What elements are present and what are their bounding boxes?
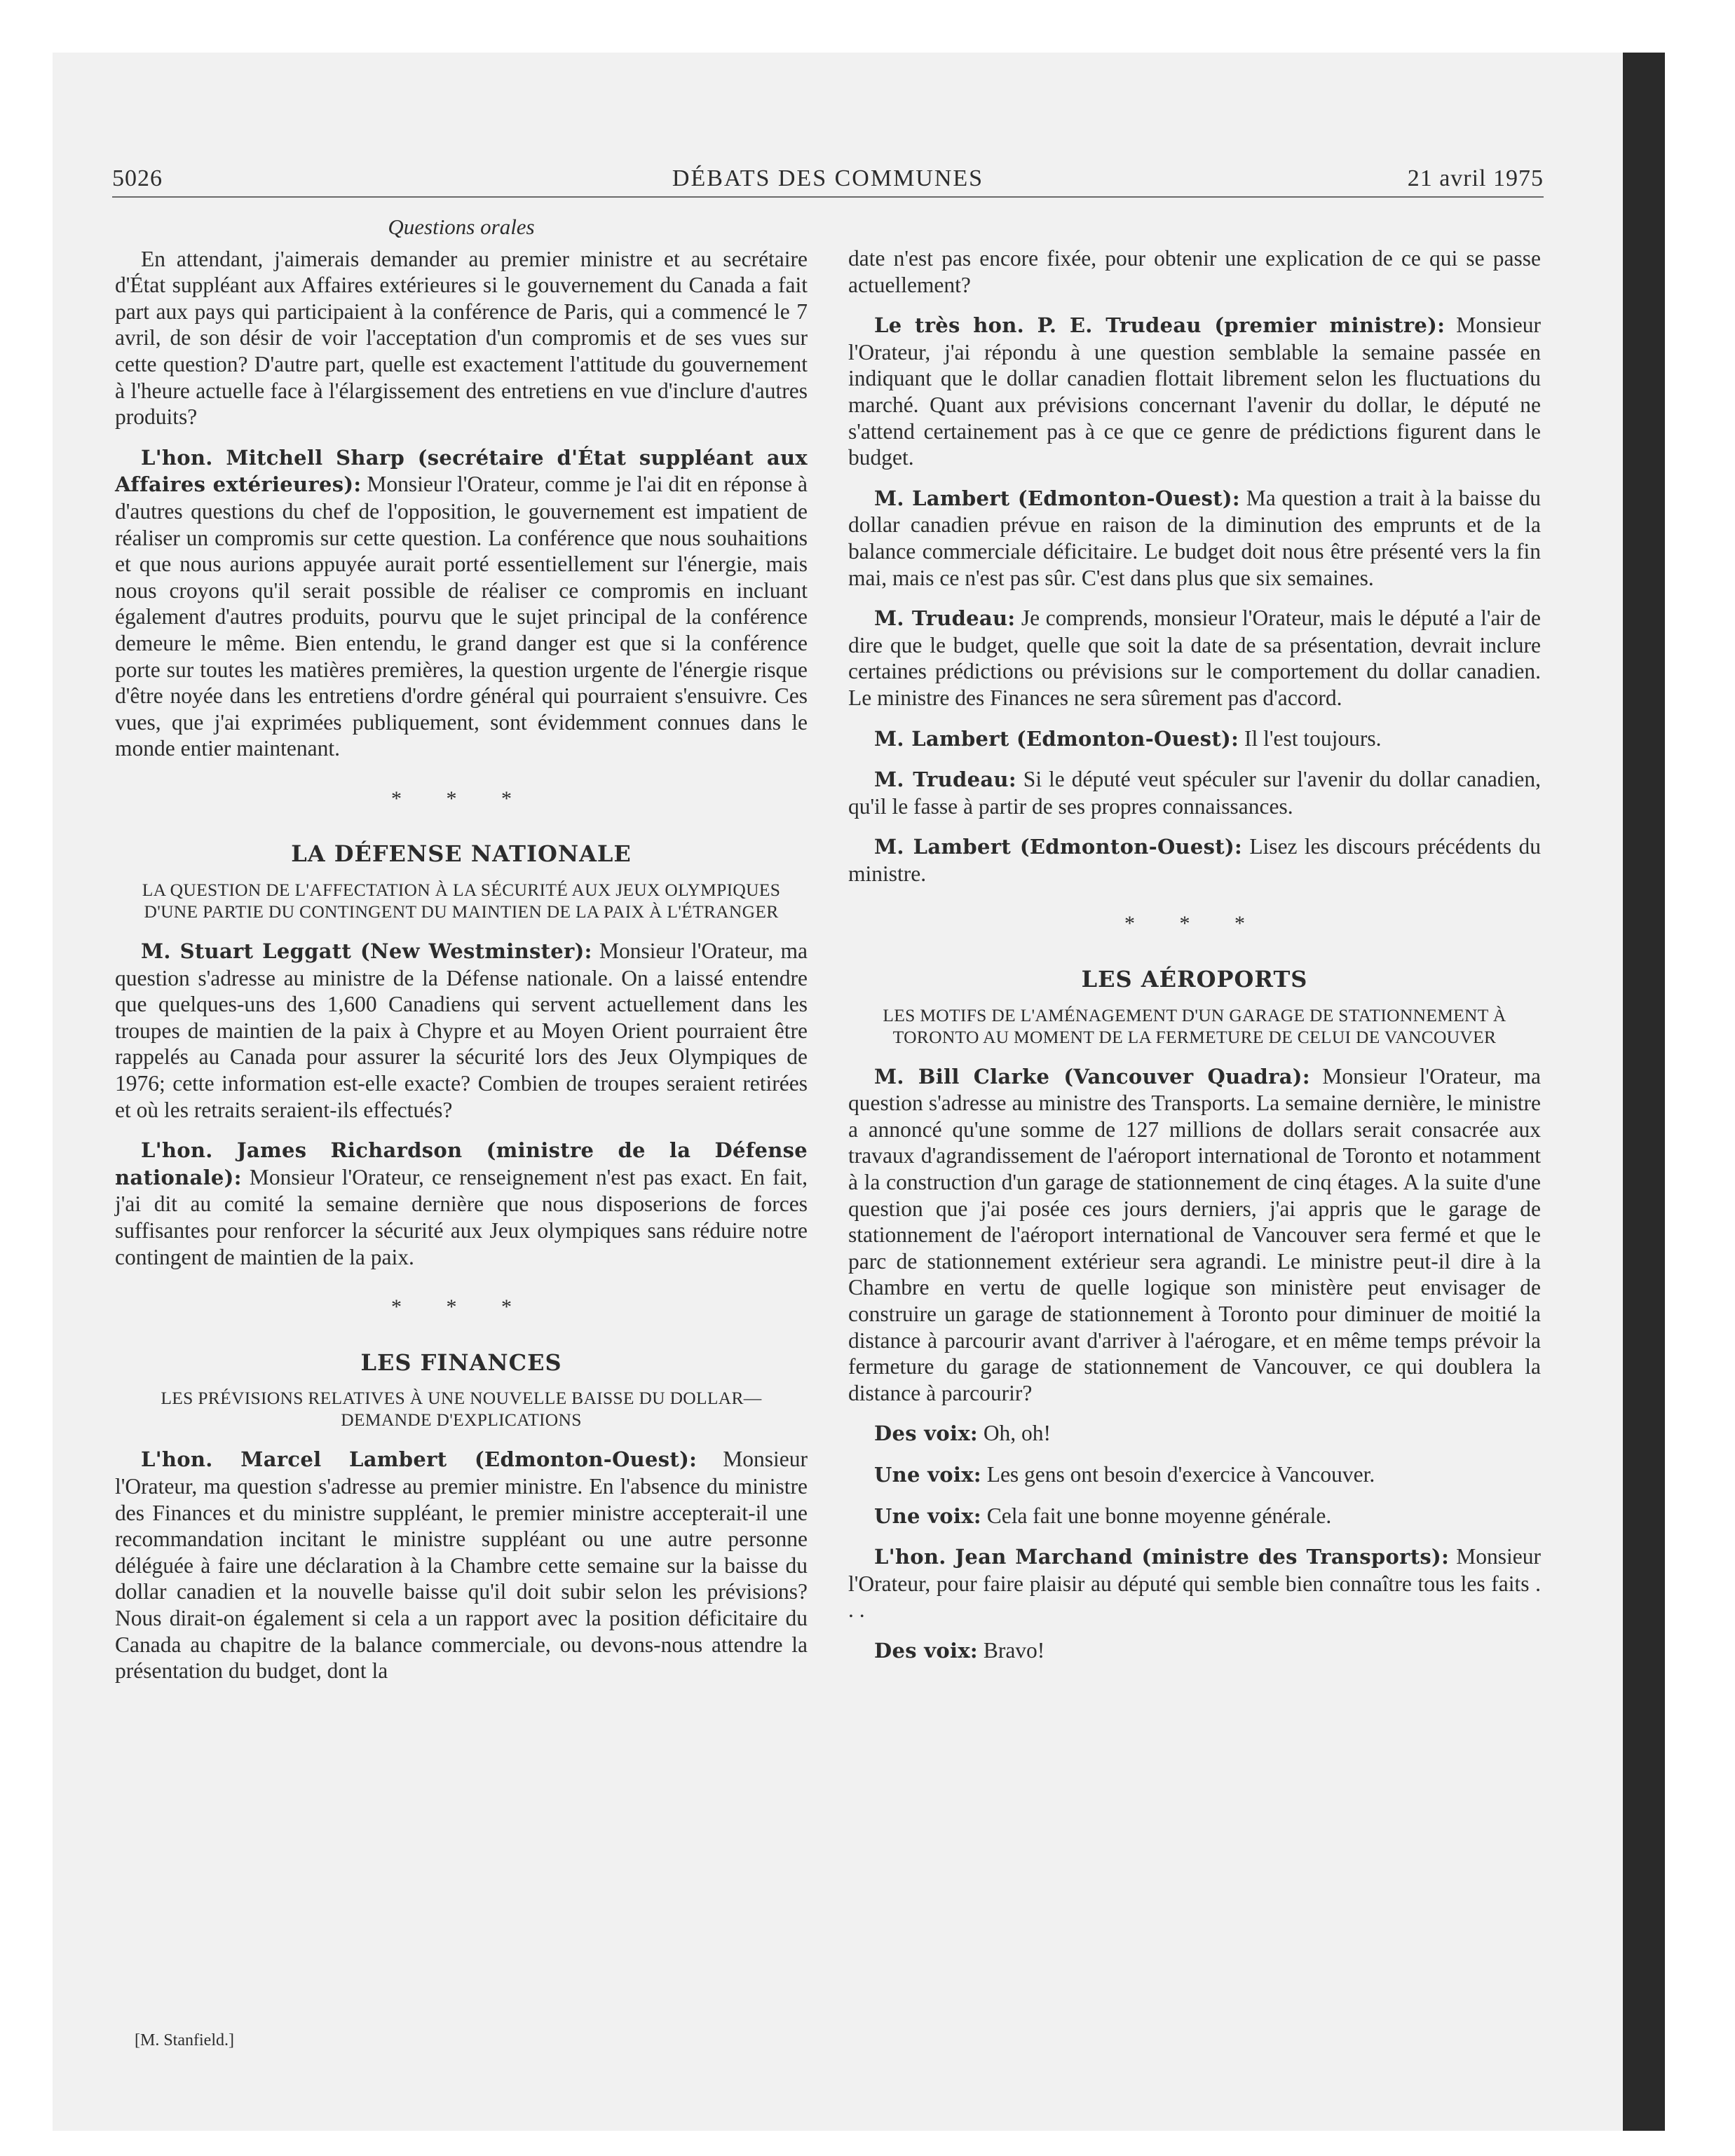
speaker-name: M. Lambert (Edmonton-Ouest): — [874, 726, 1239, 751]
paragraph — [848, 766, 1541, 819]
publication-title: DÉBATS DES COMMUNES — [672, 165, 984, 191]
paragraph — [115, 1137, 808, 1270]
speaker-name: M. Lambert (Edmonton-Ouest): — [874, 486, 1240, 510]
paragraph — [848, 1543, 1541, 1623]
paragraph — [848, 833, 1541, 887]
paragraph — [848, 312, 1541, 471]
running-head: Questions orales — [388, 214, 535, 239]
paragraph — [848, 1461, 1541, 1489]
speech-text: Monsieur l'Orateur, j'ai répondu à une question semblable la semaine passée en indiquant que le dollar canadien flottait librement selon les fluctuations du marché. Quant aux prévisions concernant l'avenir du dollar, le député ne s'attend certainement pas à ce que ce genre de prédictions figurent dans le budget. — [848, 313, 1542, 470]
speaker-name: M. Trudeau: — [874, 767, 1016, 792]
speaker-name: L'hon. Mitchell Sharp (secrétaire d'État suppléant aux Affaires extérieures): — [115, 445, 808, 497]
speech-text: Monsieur l'Orateur, ma question s'adresse au premier ministre. En l'absence du ministre des Finances et du ministre suppléant, le premier ministre accepterait-il une recommandation incitant le ministre suppléant ou une autre personne déléguée à faire une déclaration à la Chambre cette semaine sur la baisse du dollar canadien et la nouvelle baisse qu'il doit subir selon les prévisions? Nous dirait-on également si cela a un rapport avec la position déficitaire du Canada au chapitre de la balance commerciale, ou devons-nous attendre la présentation du budget, dont la — [115, 1447, 808, 1684]
paragraph — [848, 485, 1541, 591]
paragraph — [848, 725, 1541, 753]
page-header — [112, 160, 1544, 198]
section-subtitle: LES MOTIFS DE L'AMÉNAGEMENT D'UN GARAGE DE STATIONNEMENT À TORONTO AU MOMENT DE LA FERMETURE DE CELUI DE VANCOUVER — [883, 1004, 1506, 1047]
paragraph — [848, 1420, 1541, 1447]
scan-edge-shadow — [1623, 53, 1665, 2131]
speech-text: Monsieur l'Orateur, ma question s'adresse au ministre des Transports. La semaine dernière, le ministre a annoncé qu'une somme de 127 millions de dollars serait consacrée aux travaux d'agrandissement de l'aéroport international de Toronto et notamment à la construction d'un garage de stationnement de cinq étages. A la suite d'une question que j'ai posée ces jours derniers, j'ai appris que le garage de stationnement de l'aéroport international de Vancouver sera fermé et que le parc de stationnement extérieur sera agrandi. Le ministre peut-il dire à la Chambre en vertu de quelle logique son ministère peut envisager de construire un garage de stationnement à Toronto pour diminuer de moitié la distance à parcourir avant d'arriver à l'aérogare, et en même temps prévoir la fermeture du garage de stationnement de Vancouver, ce qui doublera la distance à parcourir? — [848, 1063, 1541, 1405]
paragraph: date n'est pas encore fixée, pour obtenir une explication de ce qui se passe actuellement? — [848, 246, 1541, 297]
page-number: 5026 — [112, 165, 163, 191]
speech-text: Monsieur l'Orateur, ma question s'adresse au ministre de la Défense nationale. On a laissé entendre que quelques-uns des 1,600 Canadiens qui servent actuellement dans les troupes de maintien de la paix à Chypre et au Moyen Orient pourraient être rappelés au Canada pour assurer la sécurité lors des Jeux Olympiques de 1976; cette information est-elle exacte? Combien de troupes seraient retirées et où les retraits seraient-ils effectués? — [115, 939, 808, 1122]
speaker-name: Une voix: — [874, 1503, 981, 1528]
speaker-name: L'hon. James Richardson (ministre de la Défense nationale): — [115, 1138, 808, 1189]
speech-text: Lisez les discours précédents du ministre. — [848, 834, 1541, 886]
speaker-name: Le très hon. P. E. Trudeau (premier ministre): — [874, 313, 1445, 338]
speech-text: Il l'est toujours. — [1244, 725, 1382, 751]
left-column — [115, 214, 808, 1698]
section-title: LES AÉROPORTS — [1081, 966, 1308, 993]
speaker-name: M. Stuart Leggatt (New Westminster): — [141, 939, 592, 964]
section-title: LES FINANCES — [360, 1349, 562, 1376]
section-subtitle: LES PRÉVISIONS RELATIVES À UNE NOUVELLE BAISSE DU DOLLAR—DEMANDE D'EXPLICATIONS — [161, 1388, 762, 1431]
paragraph — [115, 1446, 808, 1684]
paragraph — [848, 605, 1541, 711]
speech-text: Monsieur l'Orateur, comme je l'ai dit en réponse à d'autres questions du chef de l'opposition, le gouvernement est impatient de réaliser un compromis sur cette question. La conférence que nous souhaitions et que nous aurions appuyée aurait porté essentiellement sur l'énergie, mais nous croyons qu'il serait possible de réaliser ce compromis en incluant également d'autres produits, pourvu que le sujet principal de la conférence demeure le même. Bien entendu, le grand danger est que si la conférence porte sur toutes les matières premières, la question urgente de l'énergie risque d'être noyée dans les entretiens d'ordre général qui pourraient s'ensuivre. Ces vues, que j'ai exprimées publiquement, sont évidemment connues dans le monde entier maintenant. — [115, 472, 808, 761]
sitting-date: 21 avril 1975 — [1407, 165, 1544, 191]
paragraph — [848, 1063, 1541, 1407]
speech-text: Bravo! — [983, 1637, 1045, 1663]
speech-text: Je comprends, monsieur l'Orateur, mais le député a l'air de dire que le budget, quelle que soit la date de sa présentation, devrait inclure certaines prédictions ou prévisions sur le comportement du dollar canadien. Le ministre des Finances ne sera sûrement pas d'accord. — [848, 606, 1541, 710]
speaker-name: M. Bill Clarke (Vancouver Quadra): — [874, 1064, 1310, 1089]
right-column — [848, 245, 1541, 1679]
section-title: LA DÉFENSE NATIONALE — [291, 840, 632, 868]
speech-text: Ma question a trait à la baisse du dollar canadien prévue en raison de la diminution des emprunts et de la balance commerciale déficitaire. Le budget doit nous être présenté vers la fin mai, mais ce n'est pas sûr. C'est dans plus que six semaines. — [848, 485, 1542, 590]
speech-text: Si le député veut spéculer sur l'avenir du dollar canadien, qu'il le fasse à partir de ses propres connaissances. — [848, 767, 1541, 819]
speech-text: Cela fait une bonne moyenne générale. — [986, 1503, 1332, 1528]
speaker-name: M. Trudeau: — [874, 606, 1016, 631]
footnote: [M. Stanfield.] — [135, 2031, 234, 2049]
speaker-name: Des voix: — [874, 1421, 978, 1446]
paragraph: En attendant, j'aimerais demander au premier ministre et au secrétaire d'État suppléant aux Affaires extérieures si le gouvernement du Canada a fait part aux pays qui participaient à la conférence de Paris, qui a commencé le 7 avril, de son désir de voir l'acceptation d'un compromis et de ses vues sur cette question? D'autre part, quelle est exactement l'attitude du gouvernement à l'heure actuelle face à l'élargissement des entretiens en vue d'inclure d'autres produits? — [115, 246, 808, 430]
paragraph — [848, 1503, 1541, 1530]
speech-text: Monsieur l'Orateur, ce renseignement n'est pas exact. En fait, j'ai dit au comité la semaine dernière que nous disposerions de forces suffisantes pour renforcer la sécurité aux Jeux olympiques sans réduire notre contingent de maintien de la paix. — [115, 1164, 808, 1269]
section-separator: * * * — [391, 1295, 531, 1319]
speaker-name: Une voix: — [874, 1462, 981, 1487]
speech-text: Oh, oh! — [983, 1421, 1052, 1446]
speaker-name: L'hon. Marcel Lambert (Edmonton-Ouest): — [141, 1447, 698, 1472]
section-separator: * * * — [1124, 912, 1265, 936]
section-separator: * * * — [391, 786, 531, 810]
speech-text: Les gens ont besoin d'exercice à Vancouver. — [986, 1461, 1375, 1487]
paragraph — [115, 444, 808, 762]
speaker-name: Des voix: — [874, 1638, 978, 1663]
paragraph — [848, 1637, 1541, 1665]
speaker-name: M. Lambert (Edmonton-Ouest): — [874, 835, 1242, 859]
paragraph — [115, 938, 808, 1123]
section-subtitle: LA QUESTION DE L'AFFECTATION À LA SÉCURITÉ AUX JEUX OLYMPIQUES D'UNE PARTIE DU CONTINGENT DU MAINTIEN DE LA PAIX À L'ÉTRANGER — [142, 880, 781, 922]
speaker-name: L'hon. Jean Marchand (ministre des Transports): — [874, 1545, 1450, 1569]
speech-text: Monsieur l'Orateur, pour faire plaisir au député qui semble bien connaître tous les faits . . . — [848, 1544, 1541, 1623]
